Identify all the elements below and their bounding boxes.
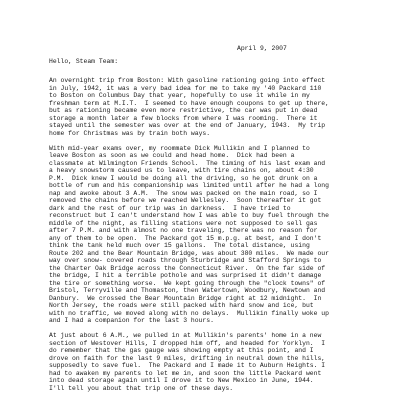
paragraph-line: with no traffic, we moved along with no delays. Mullikin finally woke up <box>49 309 329 317</box>
letter-date: April 9, 2007 <box>237 45 287 52</box>
paragraph-line: dark and the rest of our trip was in darkness. I have tried to <box>49 204 291 212</box>
paragraph-line: Danbury. We crossed the Bear Mountain Bridge right at 12 midnight. In <box>49 294 322 302</box>
paragraph-line: and I had a companion for the last 3 hours. <box>49 317 214 324</box>
paragraph-line: in July, 1942, it was a very bad idea for me to take my '40 Packard 110 <box>49 84 322 92</box>
paragraph-line: bottle of rum and his companionship was limited until after he had a long <box>49 182 329 189</box>
paragraph-line: classmate at Wilmington Friends School. The timing of his last exam and <box>49 159 326 167</box>
paragraph-line: An overnight trip from Boston: With gasoline rationing going into effect <box>49 77 326 84</box>
paragraph-line: Bristol, Terryville and Thomaston, then Watertown, Woodbury, Newtown and <box>49 287 326 294</box>
paragraph-line: do remember that the gas gauge was showing empty at this point, and I <box>49 347 314 354</box>
paragraph-line: section of Westover Hills, I dropped him off, and headed for Yorklyn. I <box>49 339 326 347</box>
paragraph-line: freshman term at M.I.T. I seemed to have enough coupons to get up there, <box>49 99 329 107</box>
paragraph-line: to Boston on Columbus Day that year, hopefully to use it while in my <box>49 92 310 99</box>
paragraph-line: removed the chains before we reached Wellesley. Soon thereafter it got <box>49 197 322 204</box>
paragraph-line: With mid-year exams over, my roommate Dick Mullikin and I planned to <box>49 144 310 152</box>
paragraph-line: reconstruct but I can't understand how I was able to buy fuel through the <box>49 212 329 219</box>
paragraph-line: supposedly to save fuel. The Packard and I made it to Auburn Heights. I <box>49 362 326 369</box>
paragraph-line: drove on faith for the last 9 miles, drifting in neutral down the hills, <box>49 354 326 362</box>
letter-body <box>49 77 361 400</box>
paragraph-line: after 7 P.M. and with almost no one traveling, there was no reason for <box>49 227 318 234</box>
paragraph-line: a heavy snowstorm caused us to leave, with tire chains on, about 4:30 <box>49 167 314 174</box>
paragraph-line: nap and awoke about 3 A.M. The snow was packed on the main road, so I <box>49 189 318 197</box>
paragraph-line: middle of the night, as filling stations were not supposed to sell gas <box>49 219 318 227</box>
paragraph-line: leave Boston as soon as we could and head home. Dick had been a <box>49 152 295 159</box>
paragraph-line: but as rationing became even more restrictive, the car was put in dead <box>49 107 318 114</box>
paragraph-line: the bridge, I hit a terrible pothole and was surprised it didn't damage <box>49 272 322 279</box>
paragraph-line: stayed until the semester was over at the end of January, 1943. My trip <box>49 122 326 129</box>
letter-greeting: Hello, Steam Team: <box>49 58 119 65</box>
paragraph-line: think the tank held much over 15 gallons. The total distance, using <box>49 242 310 249</box>
letter-paragraph <box>49 77 361 137</box>
paragraph-line: storage a month later a few blocks from where I was rooming. There it <box>49 114 318 122</box>
paragraph-line: Route 202 and the Bear Mountain Bridge, was about 380 miles. We made our <box>49 249 329 257</box>
letter-paragraph <box>49 332 361 392</box>
letter-paragraph <box>49 145 361 325</box>
paragraph-line: I'll tell you about that trip one of these days. <box>49 384 234 392</box>
paragraph-line: the tire or something worse. We kept going through the "clock towns" of <box>49 279 326 287</box>
paragraph-line: North Jersey, the roads were still packed with hard snow and ice, but <box>49 302 314 309</box>
paragraph-line: into dead storage again until I drove it to New Mexico in June, 1944. <box>49 377 314 384</box>
paragraph-line: P.M. Dick knew I would be doing all the driving, so he got drunk on a <box>49 174 318 182</box>
paragraph-line: any of them to be open. The Packard got 15 m.p.g. at best, and I don't <box>49 234 322 242</box>
paragraph-line: way over snow- covered roads through Sturbridge and Stafford Springs to <box>49 257 322 264</box>
paragraph-line: home for Christmas was by train both ways. <box>49 129 211 137</box>
paragraph-line: the Charter Oak Bridge across the Connecticut River. On the far side of <box>49 264 326 272</box>
paragraph-line: At just about 6 A.M., we pulled in at Mullikin's parents' home in a new <box>49 332 322 339</box>
paragraph-line: had to awaken my parents to let me in, and soon the little Packard went <box>49 369 322 377</box>
